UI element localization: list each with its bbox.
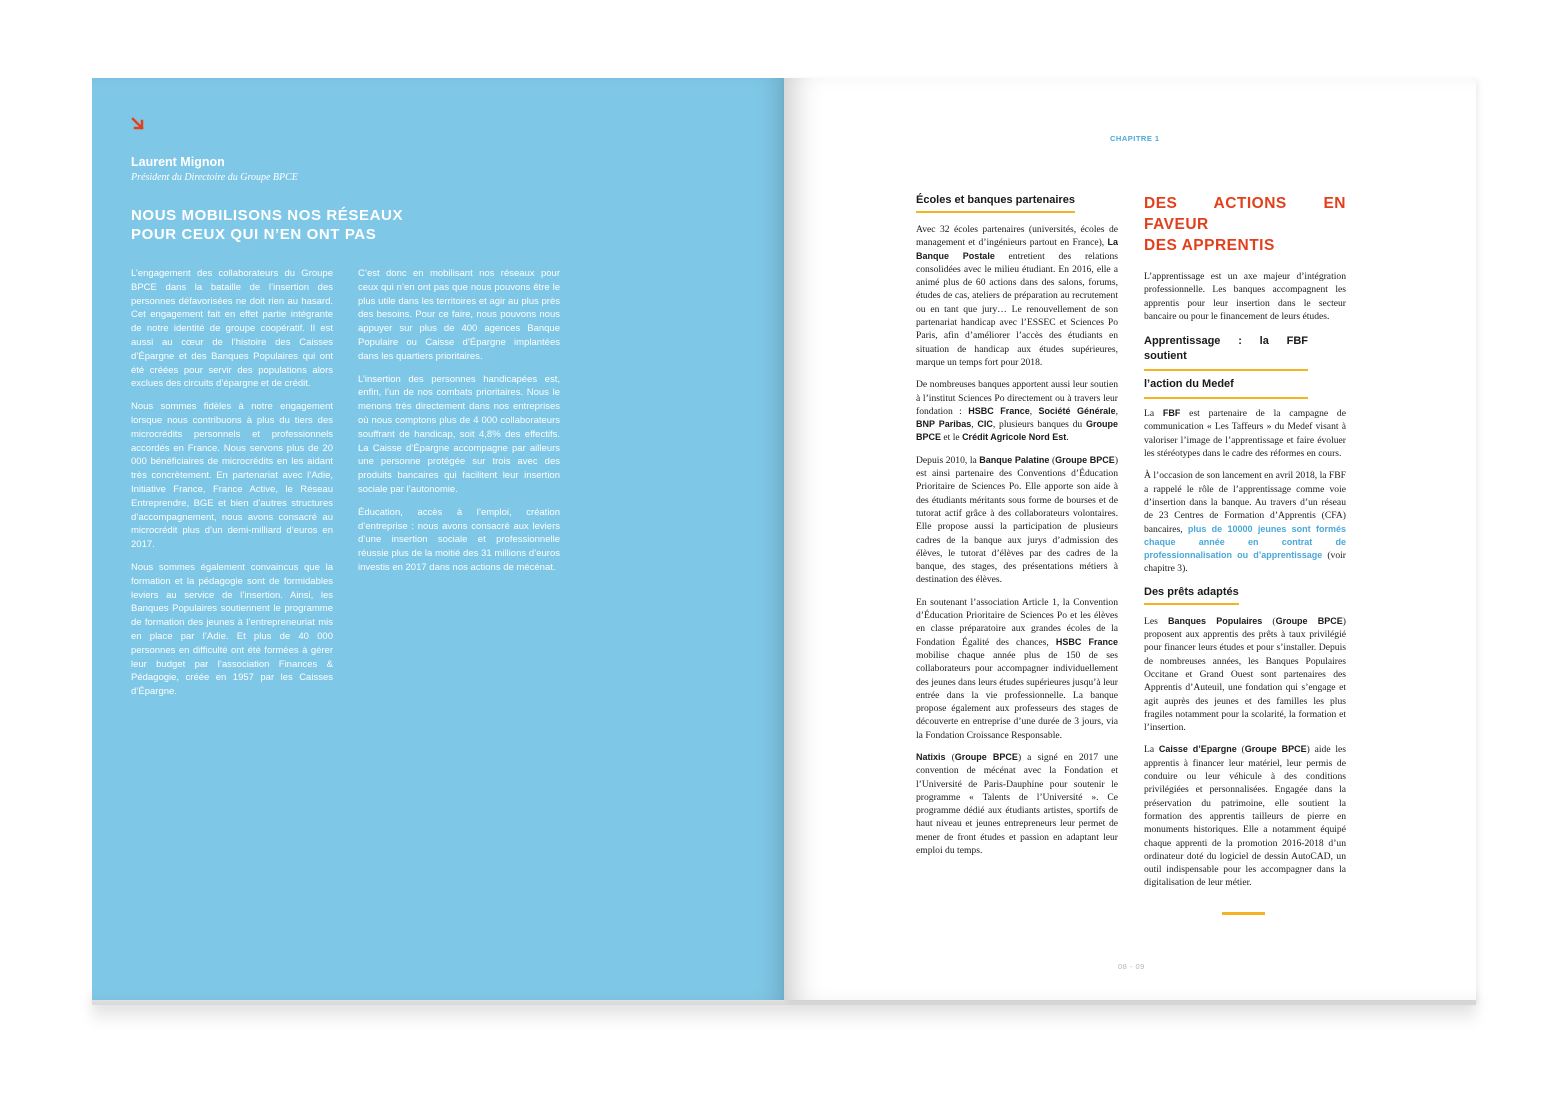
section-heading-schools: Écoles et banques partenaires <box>916 193 1075 213</box>
text: La <box>1144 744 1159 756</box>
bank-name: Banque Palatine <box>979 454 1050 465</box>
right-text-column-2 <box>1144 193 1346 899</box>
text: , <box>971 419 978 431</box>
page-title <box>131 206 491 244</box>
text: ( <box>1236 744 1245 756</box>
section-heading-line-2: l’action du Medef <box>1144 375 1308 399</box>
chapter-label: CHAPITRE 1 <box>1110 134 1160 143</box>
section-heading-fbf <box>1144 332 1308 399</box>
section-heading-line-1: Apprentissage : la FBF soutient <box>1144 332 1308 371</box>
paragraph: Éducation, accès à l’emploi, création d’entreprise : nous avons consacré aux leviers d’une insertion sociale et professionnelle réussie plus de la moitié des 31 millions d’euros investis en 2017 dans nos actions de mécénat. <box>358 506 560 573</box>
text: ) est ainsi partenaire des Conventions d’Éducation Prioritaire de Sciences Po. Elle apporte son aide à des étudiants méritants sous forme de bourses et de tutorat actif grâce à des collaborateurs volontaires. Elle propose aussi la participation de plusieurs cadres de la banque aux jurys d’admission des élèves, le tutorat d’élèves par des cadres de la banque, des stages, des présentations métiers à destination des élèves. <box>916 454 1119 586</box>
text: ) proposent aux apprentis des prêts à taux privilégié pour financer leurs études et pour s’installer. Depuis de nombreuses années, les Banques Populaires Occitane et Grand Ouest sont partenaires des Apprentis d’Auteuil, une fondation qui s’engage et agit auprès des jeunes et des familles les plus fragiles notamment pour la scolarité, la formation et l’insertion. <box>1144 615 1346 734</box>
text: ( <box>1049 454 1056 466</box>
bank-name: Caisse d’Epargne <box>1158 744 1237 755</box>
paragraph <box>916 751 1118 857</box>
text: ( <box>945 751 955 763</box>
paragraph: Nous sommes fidèles à notre engagement lorsque nous contribuons à plus du tiers des microcrédits personnels et professionnels accordés en France. Nous servons plus de 20 000 bénéficiaires de microcrédits en les aidant très concrètement. En partenariat avec l’Adie, Initiative France, France Active, le Réseau Entreprendre, BGE et bien d’autres structures d’accompagnement, nous avons consacré au microcrédit plus d’un demi-milliard d’euros en 2017. <box>131 401 333 551</box>
bank-name: Natixis <box>916 751 946 762</box>
bank-name: Groupe BPCE <box>1244 744 1307 755</box>
section-title-line-2: DES APPRENTIS <box>1144 237 1275 254</box>
page-title-line-2: POUR CEUX QUI N’EN ONT PAS <box>131 226 377 243</box>
bank-name: Groupe BPCE <box>916 419 1118 443</box>
section-heading-loans: Des prêts adaptés <box>1144 585 1239 605</box>
text: Avec 32 écoles partenaires (universités, écoles de management et d’ingénieurs partout en France), <box>916 224 1118 249</box>
right-page <box>784 78 1476 1000</box>
bank-name: Société Générale <box>1038 405 1116 416</box>
text: , <box>1029 405 1039 417</box>
highlight-text: plus de 10000 jeunes sont formés chaque année en contrat de professionnalisation ou d’apprentissage <box>1144 523 1346 561</box>
bank-name: BNP Paribas <box>916 419 972 430</box>
text: ) a signé en 2017 une convention de mécénat avec la Fondation et l’Université de Paris-Dauphine pour soutenir le programme « Talents de l’Université ». Ce programme dédié aux étudiants artistes, sportifs de haut niveau et jeunes entrepreneurs leur permet de mener de front études et passion en adaptant leur emploi du temps. <box>916 751 1118 857</box>
author-title: Président du Directoire du Groupe BPCE <box>131 172 298 183</box>
right-text-column-1 <box>916 193 1118 866</box>
bank-name: Groupe BPCE <box>954 751 1018 762</box>
intro-paragraph: L’apprentissage est un axe majeur d’intégration professionnelle. Les banques accompagnent les apprentis pour leur insertion dans le secteur bancaire ou pour le financement de leurs études. <box>1144 271 1346 322</box>
section-title-apprentices <box>1144 193 1346 256</box>
text: (voir chapitre 3). <box>1144 550 1346 575</box>
left-text-column-2 <box>358 267 560 584</box>
paragraph: C’est donc en mobilisant nos réseaux pour ceux qui n’en ont pas que nous pouvons être le plus utile dans les territoires et agir au plus près des besoins. Pour ce faire, nous pouvons nous appuyer sur plus de 400 agences Banque Populaire ou Caisse d’Épargne implantées dans les quartiers prioritaires. <box>358 268 560 362</box>
paragraph <box>1144 407 1346 460</box>
text: , plusieurs banques du <box>992 419 1086 431</box>
paragraph <box>1144 469 1346 575</box>
left-text-column-1 <box>131 267 333 708</box>
text: Depuis 2010, la <box>916 454 980 466</box>
text: Les <box>1144 615 1168 627</box>
text: mobilise chaque année plus de 150 de ses collaborateurs pour accompagner individuellement des jeunes dans leurs études supérieures jusqu’à leur entrée dans la vie professionnelle. La banque propose également aux professeurs des stages de découverte en entreprise d’une durée de 3 jours, via la Fondation Croissance Responsable. <box>916 649 1118 741</box>
bank-name: Banques Populaires <box>1167 615 1263 626</box>
paragraph <box>1144 615 1346 735</box>
text: , <box>1115 405 1118 417</box>
section-title-line-1: DES ACTIONS EN FAVEUR <box>1144 195 1346 233</box>
paragraph <box>916 454 1118 587</box>
text: entretient des relations consolidées avec le milieu étudiant. En 2016, elle a animé plus de 60 actions dans des salons, forums, études de cas, ateliers de préparation au recrutement ou en tant que jury… Le renouvellement de son partenariat handicap avec l’ESSEC et Sciences Po Paris, afin d’améliorer l’accès des étudiants en situation de handicap aux études supérieures, marque un temps fort pour 2018. <box>916 250 1118 368</box>
text: est partenaire de la campagne de communication « Les Taffeurs » du Medef visant à valoriser l’image de l’apprentissage et faire évoluer les stéréotypes dans le cadre des réformes en cours. <box>1144 408 1346 460</box>
text: À l’occasion de son lancement en avril 2018, la FBF a rappelé le rôle de l’apprentissage comme voie d’insertion dans la banque. Au travers d’un réseau de 23 Centres de Formation d’Apprentis (CFA) bancaires, <box>1144 470 1346 535</box>
text: ( <box>1262 615 1276 627</box>
text: La <box>1144 408 1163 420</box>
paragraph <box>916 596 1118 742</box>
bank-name: Groupe BPCE <box>1275 615 1343 626</box>
text: De nombreuses banques apportent aussi leur soutien à l’institut Sciences Po directement ou à travers leur fondation : <box>916 379 1118 417</box>
bank-name: Groupe BPCE <box>1055 454 1115 465</box>
paragraph <box>916 223 1118 369</box>
page-title-line-1: NOUS MOBILISONS NOS RÉSEAUX <box>131 207 404 224</box>
bank-name: HSBC France <box>1055 636 1118 647</box>
page-number: 08 - 09 <box>1118 962 1145 971</box>
bank-name: CIC <box>977 419 993 430</box>
end-rule-divider <box>1222 912 1265 915</box>
text: . <box>1066 432 1069 444</box>
text: et le <box>941 432 963 444</box>
paragraph <box>916 378 1118 444</box>
author-name: Laurent Mignon <box>131 155 225 169</box>
paragraph: Nous sommes également convaincus que la formation et la pédagogie sont de formidables leviers au service de l’insertion. Ainsi, les Banques Populaires soutiennent le programme de formation des jeunes à l’entrepreneuriat mis en place par l’Adie. Et plus de 40 000 personnes en difficulté ont été formées à gérer leur budget par l’association Finances & Pédagogie, créée en 1957 par les Caisses d’Épargne. <box>131 561 333 698</box>
org-name: FBF <box>1162 408 1181 419</box>
paragraph: L’insertion des personnes handicapées est, enfin, l’un de nos combats prioritaires. Nous le menons très directement dans nos entreprises où nous comptons plus de 4 000 collaborateurs souffrant de handicap, soit 4,8% des effectifs. La Caisse d’Épargne accompagne par ailleurs une personne protégée sur trois avec des produits bancaires qui facilitent leur insertion sociale par l’autonomie. <box>358 373 560 495</box>
bank-name: La Banque Postale <box>916 237 1118 261</box>
text: En soutenant l’association Article 1, la Convention d’Éducation Prioritaire de Sciences Po et les élèves en classe préparatoire aux grandes écoles de la Fondation Égalité des chances, <box>916 596 1118 648</box>
paragraph: L’engagement des collaborateurs du Groupe BPCE dans la bataille de l’insertion des personnes défavorisées ne doit rien au hasard. Cet engagement fait en effet partie intégrante de notre identité de groupe coopératif. Il est aussi au cœur de l’histoire des Caisses d’Épargne et des Banques Populaires qui ont été créées pour servir des populations alors exclues des circuits d’épargne et de crédit. <box>131 268 333 390</box>
paragraph <box>1144 743 1346 889</box>
text: ) aide les apprentis à financer leur matériel, leur permis de conduire ou leur véhicule à des conditions privilégiées et personnalisées. Engagée dans la préservation du patrimoine, elle soutient la formation des apprentis tailleurs de pierre en monuments historiques. Elle a notamment équipé chaque apprenti de la promotion 2016-2018 d’un ordinateur doté du logiciel de dessin AutoCAD, un outil indispensable pour les accompagner dans la digitalisation de leur métier. <box>1144 744 1346 889</box>
bank-name: Crédit Agricole Nord Est <box>962 432 1067 443</box>
bank-name: HSBC France <box>968 405 1030 416</box>
arrow-down-right-icon <box>130 116 146 132</box>
